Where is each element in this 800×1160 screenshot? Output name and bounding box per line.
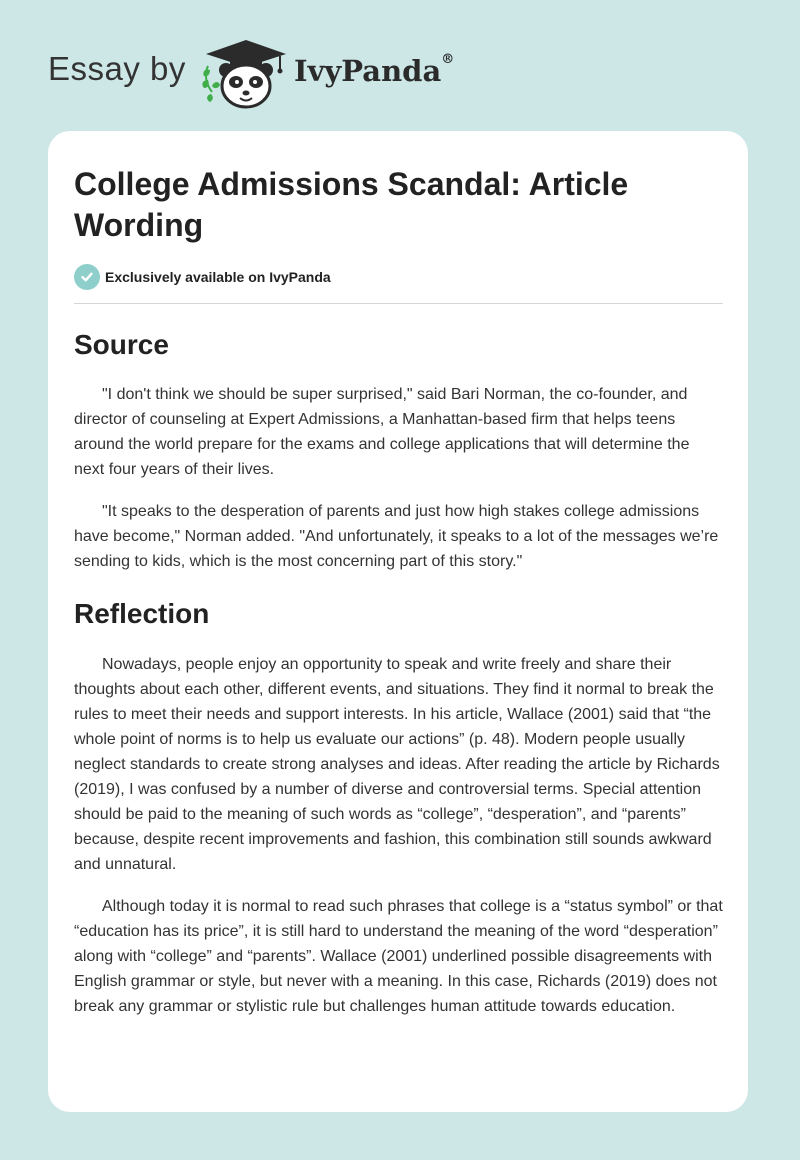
site-header xyxy=(0,0,800,120)
divider xyxy=(74,303,723,304)
paragraph: Although today it is normal to read such phrases that college is a “status symbol” or that “education has its price”, it is still hard to understand the meaning of the word “desperation” along with “college” and “parents”. Wallace (2001) underlined possible disagreements with English grammar or style, but never with a meaning. In this case, Richards (2019) does not break any grammar or stylistic rule but challenges human attitude towards education. xyxy=(74,898,723,1015)
section-heading: Reflection xyxy=(74,598,210,629)
article-card xyxy=(48,131,748,1112)
brand-name-text: IvyPanda xyxy=(294,54,442,88)
article-title: College Admissions Scandal: Article Wording xyxy=(74,166,629,243)
paragraph: "I don't think we should be super surprised," said Bari Norman, the co-founder, and director of counseling at Expert Admissions, a Manhattan-based firm that helps teens around the world prepare for the exams and college applications that will determine the next four years of their lives. xyxy=(74,386,690,478)
registered-mark: ® xyxy=(441,52,455,67)
exclusive-badge xyxy=(74,264,331,290)
panda-logo-icon[interactable] xyxy=(200,36,292,110)
section-heading: Source xyxy=(74,329,169,360)
badge-text: Exclusively available on IvyPanda xyxy=(105,269,331,285)
paragraph: Nowadays, people enjoy an opportunity to speak and write freely and share their thoughts about each other, different events, and situations. They find it normal to break the rules to meet their needs and support interests. In his article, Wallace (2001) said that “the whole point of norms is to help us evaluate our actions” (p. 48). Modern people usually neglect standards to create strong analyses and ideas. After reading the article by Richards (2019), I was confused by a number of diverse and controversial terms. Special attention should be paid to the meaning of such words as “college”, “desperation”, and “parents” because, despite recent improvements and fashion, this combination still sounds awkward and unnatural. xyxy=(74,656,720,873)
essay-by-label: Essay by xyxy=(48,50,186,87)
section-reflection xyxy=(74,597,724,1019)
check-icon xyxy=(74,264,100,290)
paragraph: "It speaks to the desperation of parents and just how high stakes college admissions have become," Norman added. "And unfortunately, it speaks to a lot of the messages we’re sending to kids, which is the most concerning part of this story." xyxy=(74,503,719,570)
brand-name[interactable] xyxy=(294,54,454,88)
section-source xyxy=(74,328,724,574)
